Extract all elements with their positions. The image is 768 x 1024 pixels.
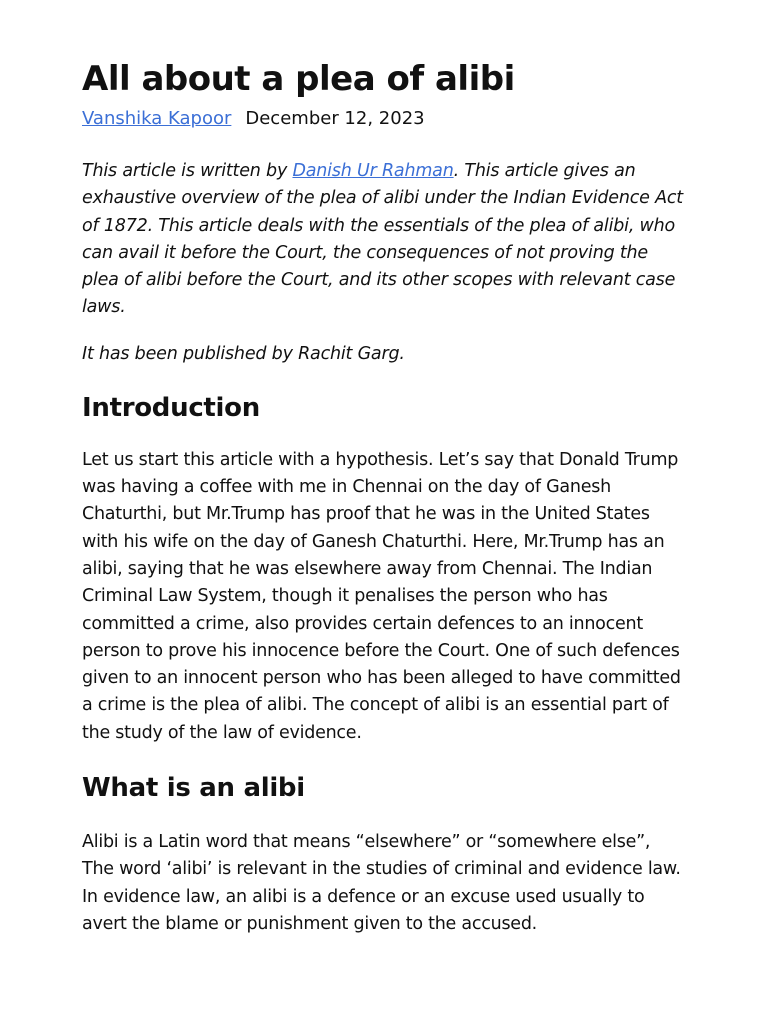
article-title: All about a plea of alibi — [82, 59, 515, 99]
section-heading-introduction: Introduction — [82, 392, 260, 423]
published-by-note: It has been published by Rachit Garg. — [82, 343, 405, 364]
article-meta — [82, 106, 686, 132]
publish-date: December 12, 2023 — [245, 108, 425, 129]
author-link[interactable]: Vanshika Kapoor — [82, 108, 232, 129]
intro-prefix: This article is written by — [82, 161, 293, 181]
article-intro — [82, 158, 686, 322]
section-body-introduction: Let us start this article with a hypothesis. Let’s say that Donald Trump was having a coffee with me in Chennai on the day of Ganesh Chaturthi, but Mr.Trump has proof that he was in the United States with his wife on the day of Ganesh Chaturthi. Here, Mr.Trump has an alibi, saying that he was elsewhere away from Chennai. The Indian Criminal Law System, though it penalises the person who has committed a crime, also provides certain defences to an innocent person to prove his innocence before the Court. One of such defences given to an innocent person who has been alleged to have committed a crime is the plea of alibi. The concept of alibi is an essential part of the study of the law of evidence. — [82, 449, 681, 743]
section-body-what-is-alibi: Alibi is a Latin word that means “elsewhere” or “somewhere else”, The word ‘alibi’ is relevant in the studies of criminal and evidence law. In evidence law, an alibi is a defence or an excuse used usually to avert the blame or punishment given to the accused. — [82, 832, 681, 934]
section-heading-what-is-alibi: What is an alibi — [82, 773, 305, 804]
intro-suffix: . This article gives an exhaustive overview of the plea of alibi under the Indian Evidence Act of 1872. This article deals with the essentials of the plea of alibi, who can avail it before the Court, the consequences of not proving the plea of alibi before the Court, and its other scopes with relevant case laws. — [82, 161, 683, 318]
intro-author-link[interactable]: Danish Ur Rahman — [292, 161, 454, 181]
